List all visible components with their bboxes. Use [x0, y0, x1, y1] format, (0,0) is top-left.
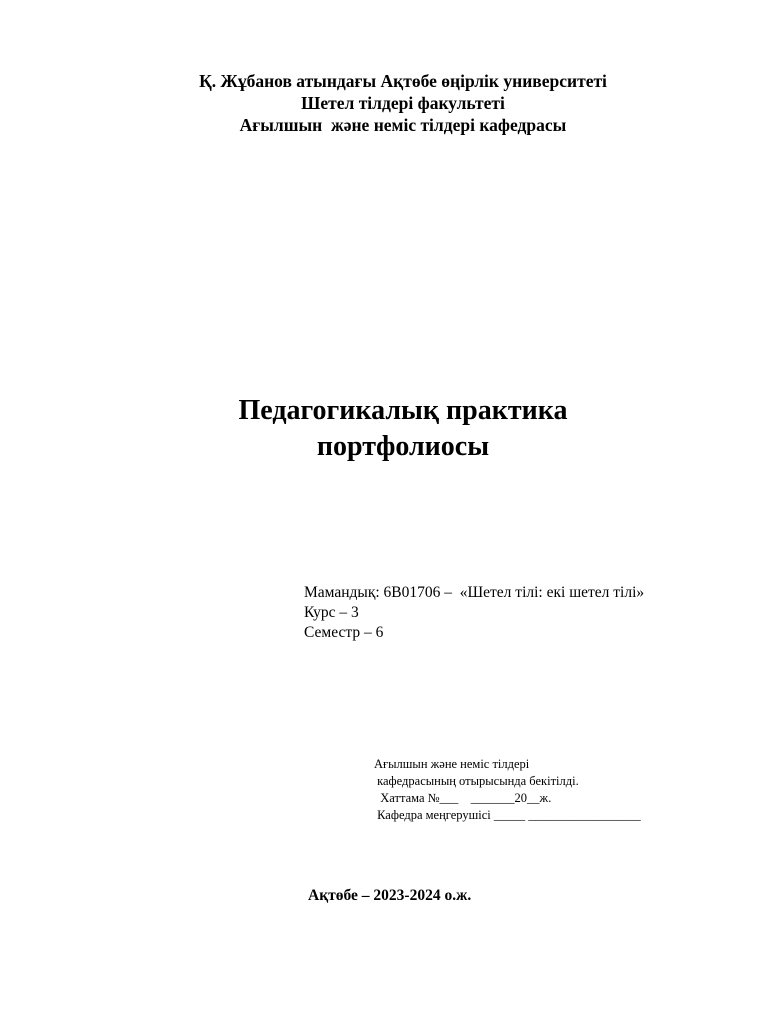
program-info	[304, 583, 644, 643]
protocol-line: Хаттама №___ _______20__ж.	[374, 791, 552, 805]
course-line: Курс – 3	[304, 604, 359, 621]
head-signature-line: Кафедра меңгерушісі _____ __________________	[374, 808, 641, 822]
department-name: Ағылшын және неміс тілдері кафедрасы	[239, 115, 567, 135]
title-line-2: портфолиосы	[316, 431, 490, 462]
semester-line: Семестр – 6	[304, 624, 384, 641]
city-year: Ақтөбе – 2023-2024 о.ж.	[308, 887, 472, 904]
approval-block	[374, 756, 641, 824]
specialty-line: Мамандық: 6В01706 – «Шетел тілі: екі шетел тілі»	[304, 584, 645, 601]
university-name: Қ. Жұбанов атындағы Ақтөбе өңірлік университеті	[199, 71, 607, 91]
document-title	[0, 393, 768, 465]
document-header	[0, 70, 768, 136]
faculty-name: Шетел тілдері факультеті	[301, 93, 505, 113]
title-line-1: Педагогикалық практика	[238, 395, 568, 426]
approval-line-1: Ағылшын және неміс тілдері	[374, 757, 530, 771]
approval-line-2: кафедрасының отырысында бекітілді.	[374, 774, 579, 788]
